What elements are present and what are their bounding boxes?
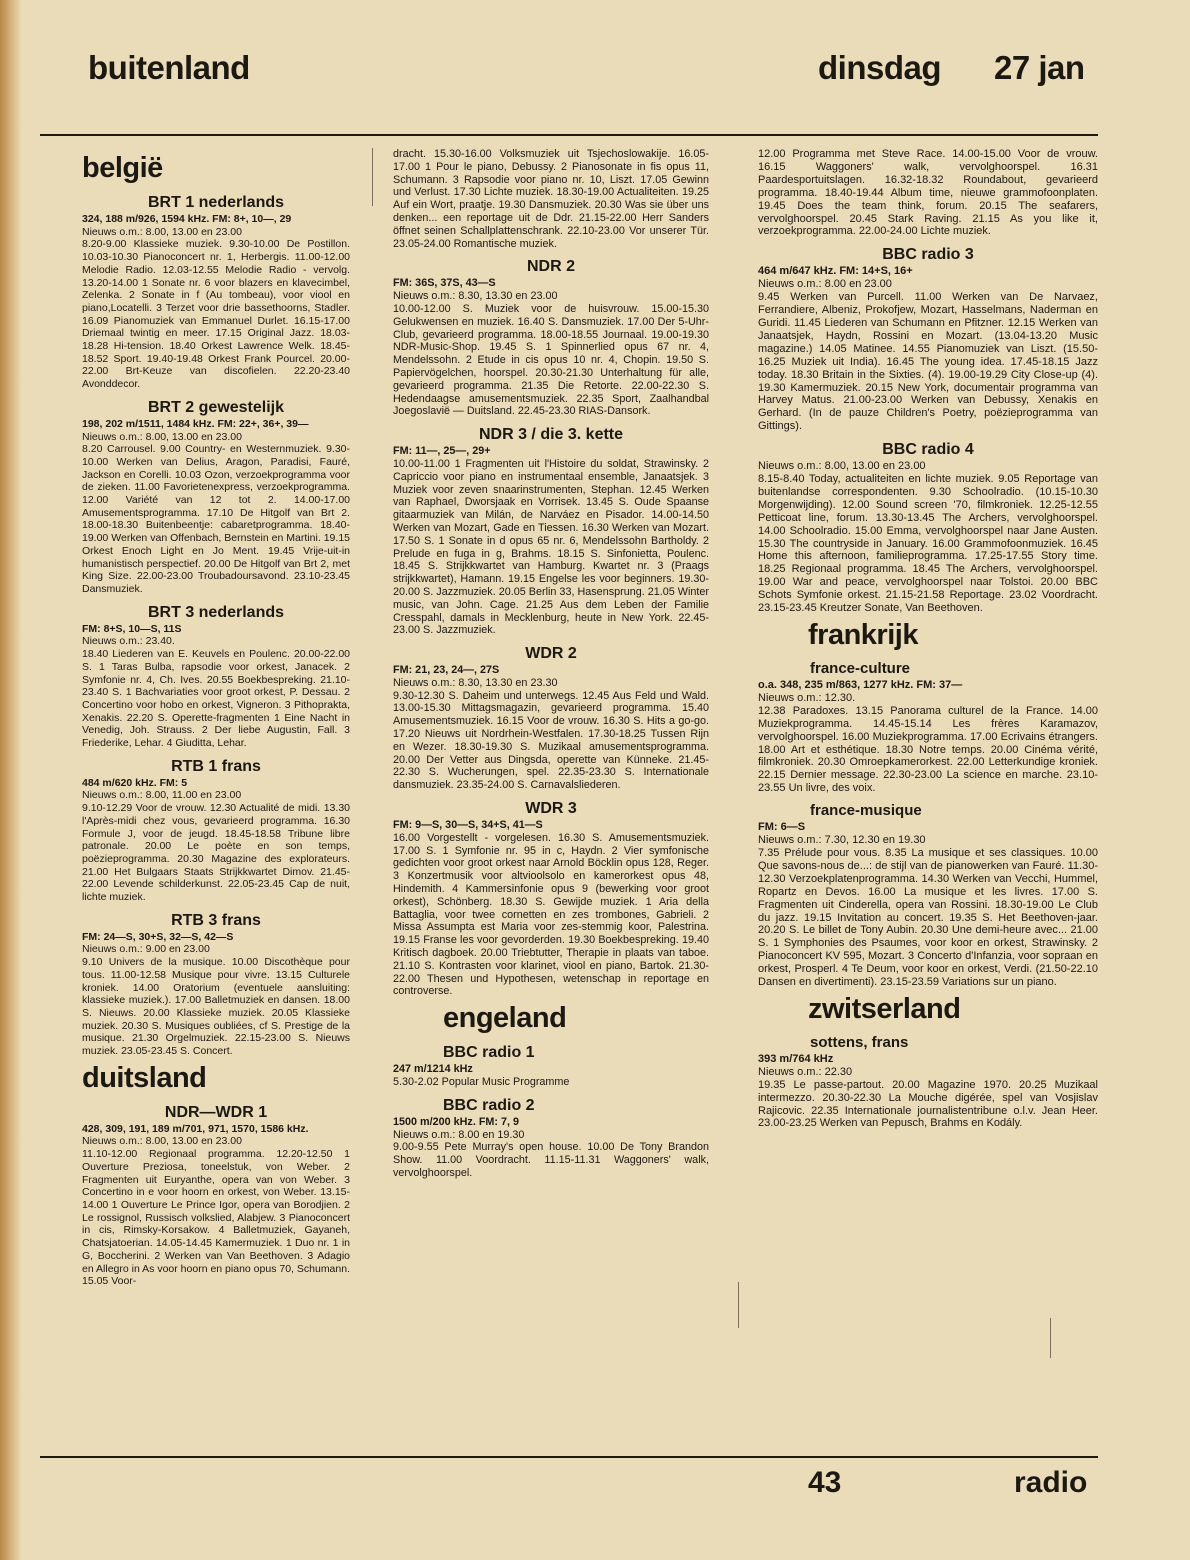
station-france-culture: france-culture	[810, 660, 911, 677]
station-frequencies: 393 m/764 kHz	[758, 1052, 834, 1065]
station-frequencies: FM: 24—S, 30+S, 32—S, 42—S	[82, 930, 234, 943]
column-divider	[372, 148, 373, 206]
station-frequencies: FM: 11—, 25—, 29+	[393, 445, 491, 458]
station-brt3: BRT 3 nederlands	[147, 603, 285, 621]
footer-section-label: radio	[1014, 1466, 1088, 1499]
station-programme: 10.00-12.00 S. Muziek voor de huisvrouw. 15.00-15.30 Gelukwensen en muziek. 16.40 S. Dansmuziek. 17.00 Der 5-Uhr-Club, gevarieerd programma. 18.00-18.55 Journaal. 19.00-19.30 NDR-Music-Shop. 19.45 S. 1 Spinnerlied opus 67 nr. 4, Mendelssohn. 2 Etude in cis opus 10 nr. 4, Chopin. 19.50 S. Papiervögelchen, hoorspel. 20.30-21.30 Unterhaltung für alle, gevarieerd programma. 21.35 Die Retorte. 22.00-22.30 S. Hedendaagse amusementsmuziek. 22.35 Sport, Zaalhandbal Joegoslavië — Duitsland. 22.45-23.30 RIAS-Dansork.	[393, 302, 709, 418]
station-news-times: Nieuws o.m.: 22.30	[758, 1065, 853, 1078]
station-ndr2: NDR 2	[526, 258, 575, 276]
station-frequencies: FM: 9—S, 30—S, 34+S, 41—S	[393, 819, 543, 832]
station-programme: 8.20 Carrousel. 9.00 Country- en Westernmuziek. 9.30-10.00 Werken van Delius, Aragon, Paradisi, Fauré, Jackson en Corelli. 10.03 Ozon, verzoekprogramma voor de zieken. 11.00 Favorietenexpress, verzoekprogramma. 12.00 Variété van 12 tot 2. 14.00-17.00 Amusementsprogramma. 17.10 De Hitgolf van Brt 2. 18.00-18.30 Buitenbeentje: cabaretprogramma. 18.40-19.00 Werken van Offenbach, Bernstein en Martini. 19.15 Orkest Enoch Light en Jo Ment. 19.45 Vrije-uit-in humanistisch perspectief. 20.00 De Hitgolf van Brt 2, met King Size. 22.00-23.00 Troubadoursavond. 23.10-23.45 Dansmuziek.	[82, 443, 350, 595]
paper-edge	[0, 0, 22, 1560]
station-frequencies: o.a. 348, 235 m/863, 1277 kHz. FM: 37—	[758, 679, 963, 691]
country-heading-belgie: belgië	[82, 152, 163, 184]
column-3	[758, 148, 1098, 1130]
country-heading-engeland: engeland	[443, 1002, 567, 1035]
station-bbc-radio-2: BBC radio 2	[443, 1096, 535, 1114]
station-frequencies: 198, 202 m/1511, 1484 kHz. FM: 22+, 36+, 39—	[82, 417, 309, 430]
section-title: buitenland	[88, 49, 250, 86]
station-frequencies: 324, 188 m/926, 1594 kHz. FM: 8+, 10—, 29	[82, 213, 292, 225]
column-divider	[1050, 1318, 1051, 1358]
page-number: 43	[808, 1466, 842, 1499]
station-bbc-radio-3: BBC radio 3	[882, 246, 974, 264]
country-heading-zwitserland: zwitserland	[808, 992, 961, 1025]
station-programme: 5.30-2.02 Popular Music Programme	[393, 1076, 570, 1089]
country-heading-duitsland: duitsland	[82, 1061, 207, 1094]
station-wdr3: WDR 3	[525, 800, 577, 818]
station-wdr2: WDR 2	[525, 645, 577, 663]
station-programme: 19.35 Le passe-partout. 20.00 Magazine 1970. 20.25 Muzikaal intermezzo. 20.30-22.30 La Mouche digérée, spel van Vosjislav Rajicovic. 22.35 Internationale journalistentribune o.l.v. Jean Heer. 23.00-23.25 Werken van Pepusch, Brahms en Kodály.	[758, 1078, 1098, 1130]
station-programme: 9.00-9.55 Pete Murray's open house. 10.00 De Tony Brandon Show. 11.00 Voordracht. 11.15-11.31 Waggoners' walk, vervolghoorspel.	[393, 1141, 709, 1179]
station-news-times: Nieuws o.m.: 8.00 en 23.00	[758, 278, 892, 291]
station-programme: 10.00-11.00 1 Fragmenten uit l'Histoire du soldat, Strawinsky. 2 Capriccio voor piano en instrumentaal ensemble, Janaatsjek. 3 Muziek voor zeven snaarinstrumenten, Stephan. 12.45 Werken van Raphael, Dworsjaak en Vorrisek. 13.45 S. Oude Spaanse gitaarmuziek van Milán, de Narváez en Pisador. 14.00-14.50 Werken van Mozart, Gade en Tiessen. 16.30 Werken van Mozart. 17.50 S. 1 Sonate in d opus 65 nr. 6, Mendelssohn Bartholdy. 2 Prelude en fuga in g, Brahms. 18.15 S. Sinfonietta, Poulenc. 18.45 S. Strijkkwartet van Hamburg. Kwartet nr. 3 (Praags strijkkwartet), Hamann. 19.15 Engelse les voor beginners. 19.30-20.00 S. Jazzmuziek. 20.05 Berlin 33, Hasensprung. 21.05 Winter music, van John. Cage. 21.25 Aus dem Leben der Familie Cresspahl, damals in Mecklenburg, heute in New York. 22.45-23.00 S. Jazzmuziek.	[393, 457, 709, 637]
station-news-times: Nieuws o.m.: 8.00, 13.00 en 23.00	[82, 225, 242, 238]
station-news-times: Nieuws o.m.: 8.30, 13.30 en 23.00	[393, 290, 558, 303]
station-frequencies: 464 m/647 kHz. FM: 14+S, 16+	[758, 265, 913, 278]
station-news-times: Nieuws o.m.: 23.40.	[82, 635, 175, 648]
station-frequencies: 247 m/1214 kHz	[393, 1063, 473, 1076]
station-programme: 7.35 Prélude pour vous. 8.35 La musique et ses classiques. 10.00 Que savons-nous de...: de stijl van de pianowerken van Fauré. 11.30-12.30 Verzoekplatenprogramma. 14.30 Werken van Vecchi, Hummel, Ropartz en Devos. 16.00 La musique et les livres. 17.00 S. Fragmenten uit Cinderella, opera van Rossini. 18.30-19.00 Le Club du jazz. 19.15 Invitation au concert. 19.35 S. Het Beethoven-jaar. 20.20 S. Le billet de Tony Aubin. 20.30 Une demi-heure avec... 21.00 S. 1 Symphonies des Psaumes, voor koor en orkest, Strawinsky. 2 Pianoconcert KV 595, Mozart. 3 Concerto d'Infanzia, voor sopraan en orkest, Prosperl. 4 Te Deum, voor koor en orkest, Verdi. (21.50-22.10 Dansen en divertimenti). 23.15-23.59 Variations sur un piano.	[758, 846, 1098, 989]
station-rtb1: RTB 1 frans	[171, 757, 261, 775]
station-programme: 9.45 Werken van Purcell. 11.00 Werken van De Narvaez, Ferrandiere, Albeniz, Prokofjew, Mozart, Hasselmans, Naderman en Guridi. 11.45 Liederen van Schumann en Pfitzner. 12.15 Werken van Janaatsjek, Haydn, Rossini en Mozart. (13.04-13.20 Music magazine.) 14.05 Matinee. 14.55 Pianomuziek van Liszt. (15.50-16.25 Muziek uit India). 16.45 The young idea. 17.45-18.15 Jazz today. 18.30 Britain in the Sixties. (4). 19.00-19.29 City Close-up (4). 19.30 Kamermuziek. 20.15 New York, documentair programma van Harvey Matus. 21.00-23.00 Werken van Debussy, Xenakis en Gerhard. (In de pauze Children's Poetry, poëzieprogramma van Gittings).	[758, 291, 1098, 433]
header-rule	[40, 134, 1098, 136]
station-programme: 9.10 Univers de la musique. 10.00 Discothèque pour tous. 11.00-12.58 Musique pour vivre. 13.15 Culturele kroniek. 14.00 Oratorium (eventuele aansluiting: klassieke muziek.). 17.00 Balletmuziek en dansen. 18.00 S. Nieuws. 20.00 Klassieke muziek. 20.05 Klassieke muziek. 20.30 S. Musiques oubliées, cf S. Prestige de la musique. 21.30 Orgelmuziek. 22.15-23.00 S. Nieuws muziek. 23.05-23.45 S. Concert.	[82, 956, 350, 1058]
station-news-times: Nieuws o.m.: 12.30.	[758, 691, 856, 704]
station-bbc-radio-1: BBC radio 1	[443, 1044, 535, 1062]
station-bbc-radio-4: BBC radio 4	[882, 441, 974, 459]
station-frequencies: 428, 309, 191, 189 m/701, 971, 1570, 1586 kHz.	[82, 1122, 309, 1135]
station-frequencies: 1500 m/200 kHz. FM: 7, 9	[393, 1115, 520, 1128]
continued-programme: 12.00 Programma met Steve Race. 14.00-15.00 Voor de vrouw. 16.15 Waggoners' walk, vervolghoorspel. 16.31 Paardesportuitslagen. 16.32-18.32 Roundabout, gevarieerd programma. 18.40-19.44 Album time, nieuwe grammofoonplaten. 19.45 Does the team think, forum. 20.15 The seafarers, vervolghoorspel. 20.45 Stark Raving. 21.15 As you like it, verzoekprogramma. 22.00-24.00 Lichte muziek.	[758, 148, 1098, 238]
station-news-times: Nieuws o.m.: 7.30, 12.30 en 19.30	[758, 834, 926, 847]
column-1	[82, 148, 350, 1288]
country-heading-frankrijk: frankrijk	[808, 619, 918, 651]
column-divider	[738, 1282, 739, 1328]
station-news-times: Nieuws o.m.: 9.00 en 23.00	[82, 943, 210, 956]
station-news-times: Nieuws o.m.: 8.00, 13.00 en 23.00	[82, 1135, 242, 1148]
station-ndr-wdr1: NDR—WDR 1	[164, 1103, 268, 1121]
station-programme: 18.40 Liederen van E. Keuvels en Poulenc. 20.00-22.00 S. 1 Taras Bulba, rapsodie voor orkest, Janacek. 2 Symfonie nr. 4, Ch. Ives. 20.55 Boekbespreking. 21.10-23.40 S. 1 Bachvariaties voor groot orkest, P. Dessau. 2 Concertino voor hobo en orkest, Vigneron. 3 Pithoprakta, Xenakis. 22.20 S. Operette-fragmenten 1 Eine Nacht in Venedig, Joh. Strauss. 2 Der liebe Augustin, Fall. 3 Friederike, Lehar. 4 Giuditta, Lehar.	[82, 648, 350, 750]
station-news-times: Nieuws o.m.: 8.00, 11.00 en 23.00	[82, 789, 242, 802]
footer-rule	[40, 1456, 1098, 1458]
date-label: 27 jan	[994, 49, 1085, 86]
station-ndr3: NDR 3 / die 3. kette	[478, 426, 624, 444]
station-frequencies: FM: 21, 23, 24—, 27S	[393, 664, 500, 677]
station-programme: 8.20-9.00 Klassieke muziek. 9.30-10.00 De Postillon. 10.03-10.30 Pianoconcert nr. 1, Herbergis. 11.00-12.00 Melodie Radio. 12.03-12.55 Melodie Radio - vervolg. 13.20-14.00 1 Sonate nr. 6 voor blazers en klavecimbel, Zelenka. 2 Sonate in f (Au tombeau), voor viool en piano,Locatelli. 3 Terzet voor drie bassethoorns, Stadler. 16.09 Pianomuziek van Emmanuel Durlet. 16.15-17.00 Driemaal twintig en meer. 17.15 Original Jazz. 18.03-18.28 Hi-tension. 18.40 Orkest Lawrence Welk. 18.45-18.52 Sport. 19.40-19.48 Orkest Frank Pourcel. 20.00-22.00 Brt-Keuze van discofielen. 22.20-23.40 Avonddecor.	[82, 238, 350, 391]
station-programme: 12.38 Paradoxes. 13.15 Panorama culturel de la France. 14.00 Muziekprogramma. 14.45-15.14 Les frères Karamazov, vervolghoorspel. 16.00 Muziekprogramma. 17.00 Ecrivains étrangers. 18.00 Art et esthétique. 18.30 Notre temps. 20.00 Cinéma vérité, filmkroniek. 20.30 Omroepkamerorkest. 22.00 Letterkundige kroniek. 22.15 Dernier message. 22.30-23.00 La science en marche. 23.10-23.55 Un livre, des voix.	[758, 704, 1098, 795]
day-label: dinsdag	[818, 49, 942, 86]
station-programme: 9.30-12.30 S. Daheim und unterwegs. 12.45 Aus Feld und Wald. 13.00-15.30 Mittagsmagazin, gevarieerd programma. 15.40 Amusementsmuziek. 16.15 Voor de vrouw. 16.30 S. Hits a go-go. 17.20 Nieuws uit Nordrhein-Westfalen. 17.30-18.25 Tussen Rijn en Wezer. 18.30-19.30 S. Muzikaal amusementsprogramma. 20.00 Der Vetter aus Dingsda, operette van Künneke. 21.45-22.30 S. Wucherungen, spel. 22.35-23.30 S. Internationale dansmuziek. 23.35-24.00 S. Carnavalsliederen.	[393, 689, 709, 792]
station-brt1: BRT 1 nederlands	[147, 194, 285, 211]
station-programme: 9.10-12.29 Voor de vrouw. 12.30 Actualité de midi. 13.30 l'Après-midi chez vous, gevarieerd programma. 16.30 Formule J, voor de jeugd. 18.45-18.58 Tribune libre patronale. 20.00 Le poète en son temps, poëzieprogramma. 20.30 Magazine des explorateurs. 21.00 Het Bulgaars Staats Strijkkwartet Dimov. 21.45-22.00 Levende schilderkunst. 22.05-23.45 Cap de nuit, lichte muziek.	[82, 802, 350, 904]
station-programme: 16.00 Vorgestellt - vorgelesen. 16.30 S. Amusementsmuziek. 17.00 S. 1 Symfonie nr. 95 in c, Haydn. 2 Vier symfonische gedichten voor groot orkest naar Arnold Böcklin opus 128, Reger. 3 Konzertmusik voor altvioolsolo en kamerorkest opus 48, Hindemith. 4 Kammersinfonie opus 9 (bewerking voor groot orkest), Schönberg. 18.30 S. Gewijde muziek. 1 Aria della Battaglia, voor twee cornetten en zes trombones, Gabrieli. 2 Missa Assumpta est Maria voor zes-stemmig koor, Palestrina. 19.15 Franse les voor gevorderden. 19.30 Boekbespreking. 19.40 Kritisch dagboek. 20.00 Triebtutter, Therapie in plaats van taboe. 21.10 S. Kontrasten voor klarinet, viool en piano, Bartok. 21.30-22.00 Thesen und Hypothesen, wetenschap in reportage en controverse.	[393, 831, 709, 998]
station-sottens: sottens, frans	[810, 1033, 909, 1051]
station-frequencies: 484 m/620 kHz. FM: 5	[82, 776, 188, 789]
station-frequencies: FM: 6—S	[758, 821, 806, 834]
station-programme: 11.10-12.00 Regionaal programma. 12.20-12.50 1 Ouverture Preziosa, toneelstuk, von Weber. 2 Fragmenten uit Euryanthe, opera van von Weber. 3 Concertino in e voor hoorn en orkest, von Weber. 13.15-14.00 1 Ouverture Le Prince Igor, opera van Borodjien. 2 Le rossignol, Russisch volkslied, Alabjew. 3 Pianoconcert in cis, Rimsky-Korsakow. 4 Balletmuziek, Gayaneh, Chatsjatoerian. 14.05-14.45 Kamermuziek. 1 Duo nr. 1 in G, Boccherini. 2 Werken van Van Beethoven. 3 Adagio en Allegro in As voor hoorn en piano opus 70, Schumann. 15.05 Voor-	[82, 1148, 350, 1288]
station-frequencies: FM: 36S, 37S, 43—S	[393, 277, 496, 290]
station-brt2: BRT 2 gewestelijk	[147, 398, 285, 416]
station-news-times: Nieuws o.m.: 8.30, 13.30 en 23.30	[393, 676, 558, 689]
column-2	[393, 148, 709, 1180]
station-news-times: Nieuws o.m.: 8.00 en 19.30	[393, 1128, 525, 1141]
continued-programme: dracht. 15.30-16.00 Volksmuziek uit Tsjechoslowakije. 16.05-17.00 1 Pour le piano, Debussy. 2 Pianosonate in fis opus 11, Schumann. 3 Rapsodie voor piano nr. 10, Liszt. 17.05 Gewinn und Verlust. 17.30 Lichte muziek. 18.30-19.00 Actualiteiten. 19.25 Auf ein Wort, praatje. 19.30 Dansmuziek. 20.30 Was sie über uns denken... een reportage uit de Ddr. 21.15-22.00 Herr Sanders öffnet seinen Schallplattenschrank. 22.10-23.00 Vor unserer Tür. 23.05-24.00 Romantische muziek.	[393, 148, 709, 250]
station-news-times: Nieuws o.m.: 8.00, 13.00 en 23.00	[82, 430, 242, 443]
station-france-musique: france-musique	[810, 802, 922, 820]
station-news-times: Nieuws o.m.: 8.00, 13.00 en 23.00	[758, 460, 926, 473]
station-frequencies: FM: 8+S, 10—S, 11S	[82, 622, 182, 635]
station-programme: 8.15-8.40 Today, actualiteiten en lichte muziek. 9.05 Reportage van buitenlandse correspondenten. 9.30 Schoolradio. (10.15-10.30 Morgenwijding). 12.00 Sound screen '70, filmkroniek. 12.25-12.55 Petticoat line, forum. 13.30-13.45 The Archers, vervolghoorspel. 14.00 Schoolradio. 15.00 Emma, vervolghoorspel naar Jane Austen. 15.30 The countryside in January. 16.00 Grammofoonmuziek. 16.45 Home this afternoon, familieprogramma. 17.25-17.55 Story time. 18.25 Regionaal programma. 18.45 The Archers, vervolghoorspel. 19.00 War and peace, vervolghoorspel naar Tolstoi. 20.00 BBC Schots Symfonie orkest. 21.15-21.58 Reportage. 23.02 Voordracht. 23.15-23.45 Kreutzer Sonate, Van Beethoven.	[758, 473, 1098, 615]
station-rtb3: RTB 3 frans	[171, 911, 261, 929]
